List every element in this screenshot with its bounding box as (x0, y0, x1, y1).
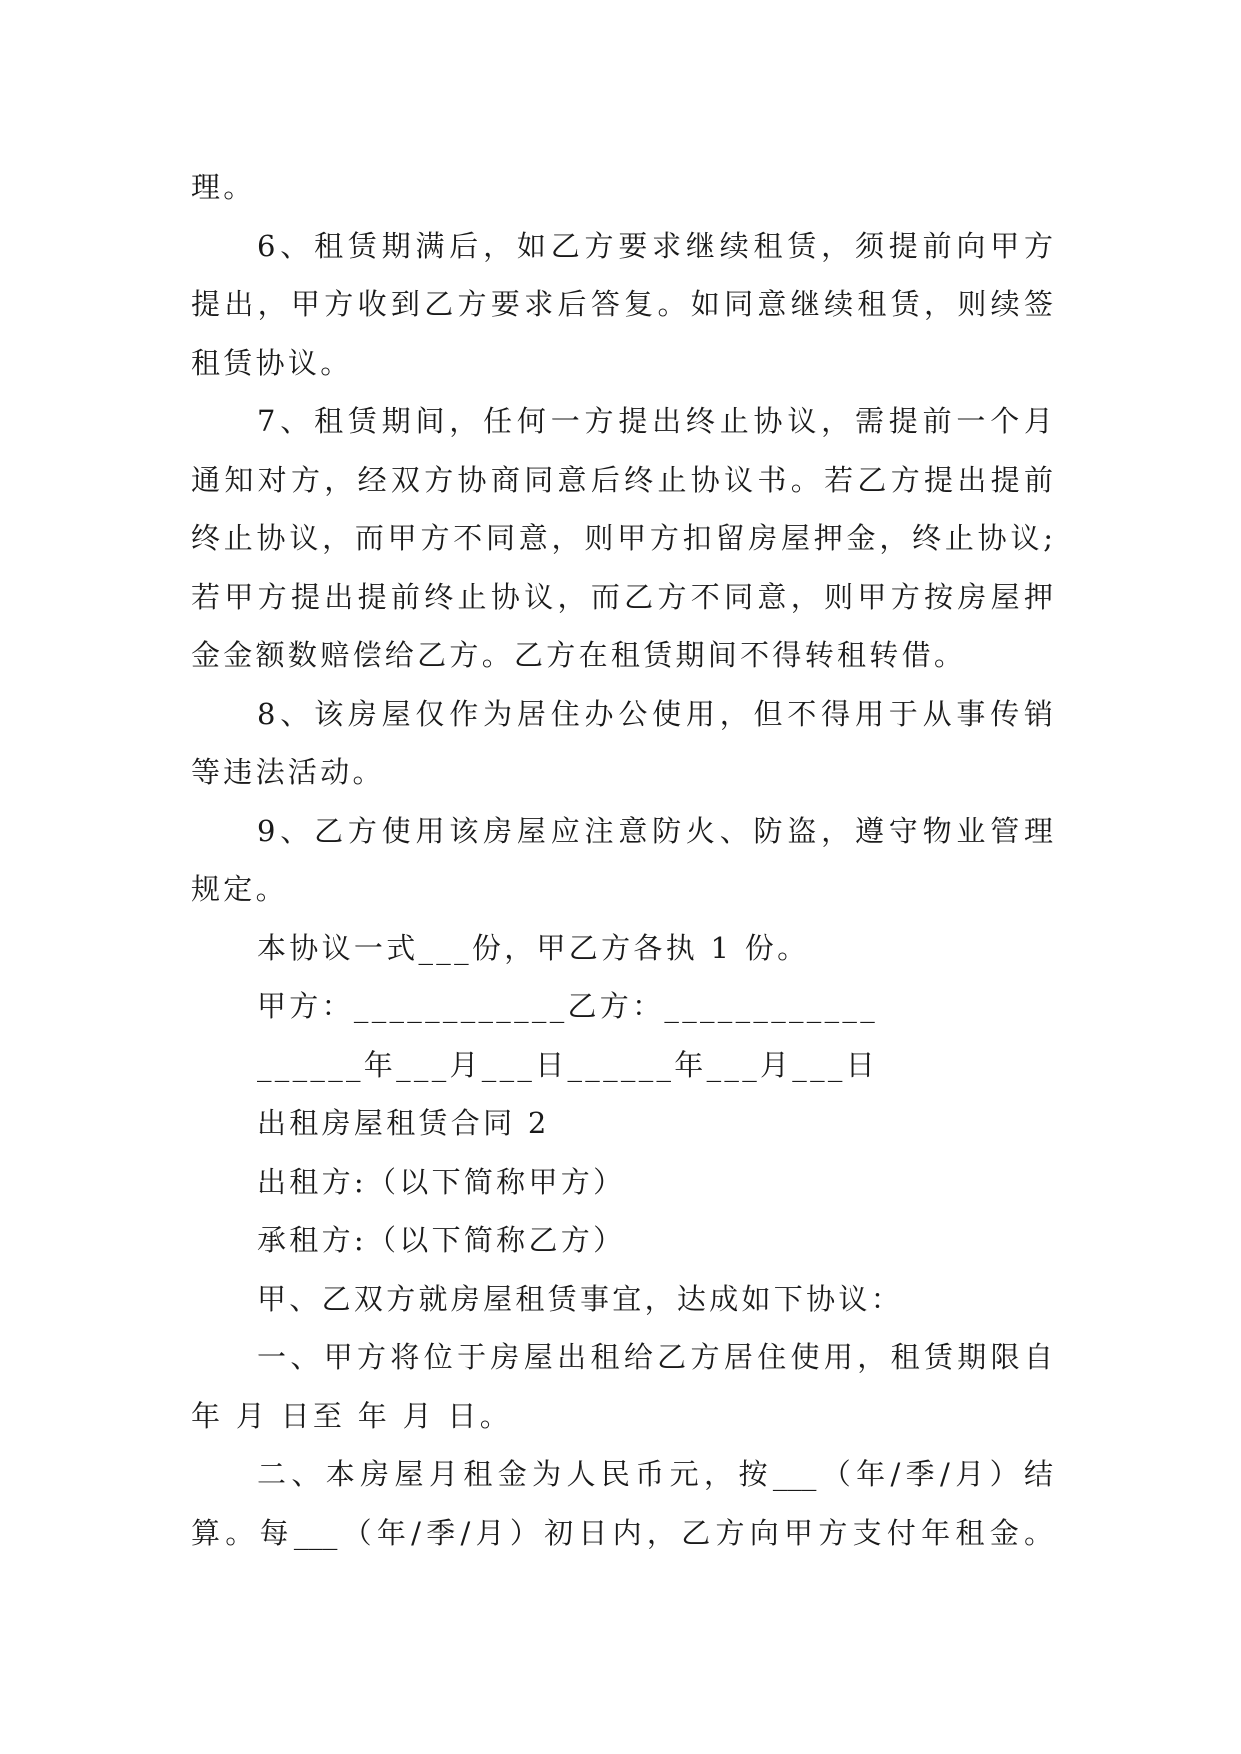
text-line: 6、租赁期满后，如乙方要求继续租赁，须提前向甲方 (257, 228, 1053, 263)
text-line: 提出，甲方收到乙方要求后答复。如同意继续租赁，则续签 (191, 287, 1053, 321)
text-line: 7、租赁期间，任何一方提出终止协议，需提前一个月 (257, 404, 1053, 438)
text-line: 等违法活动。 (191, 755, 385, 789)
text-line: 8、该房屋仅作为居住办公使用，但不得用于从事传销 (257, 696, 1053, 731)
date-line: ______年___月___日______年___月___日 (257, 1047, 878, 1082)
text-line: 终止协议，而甲方不同意，则甲方扣留房屋押金，终止协议; (191, 521, 1053, 555)
text-line: 若甲方提出提前终止协议，而乙方不同意，则甲方按房屋押 (191, 579, 1053, 614)
text-line: 本协议一式___份，甲乙方各执 1 份。 (257, 930, 810, 965)
text-line: 理。 (191, 170, 256, 204)
text-line: 年 月 日至 年 月 日。 (191, 1398, 512, 1433)
text-line: 租赁协议。 (191, 345, 353, 380)
text-line: 算。每___（年/季/月）初日内，乙方向甲方支付年租金。 (191, 1515, 1053, 1550)
text-line: 金金额数赔偿给乙方。乙方在租赁期间不得转租转借。 (191, 638, 967, 672)
text-line: 一、甲方将位于房屋出租给乙方居住使用，租赁期限自 (257, 1340, 1053, 1374)
document-page (191, 158, 1053, 1562)
text-line: 规定。 (191, 872, 288, 906)
lessee-line: 承租方:（以下简称乙方） (257, 1223, 626, 1257)
section-title: 出租房屋租赁合同 2 (257, 1106, 550, 1140)
signature-line: 甲方：____________乙方：____________ (257, 989, 878, 1023)
text-line: 二、本房屋月租金为人民币元，按___（年/季/月）结 (257, 1457, 1053, 1491)
lessor-line: 出租方:（以下简称甲方） (257, 1164, 626, 1199)
text-line: 甲、乙双方就房屋租赁事宜，达成如下协议： (257, 1281, 904, 1316)
text-line: 9、乙方使用该房屋应注意防火、防盗，遵守物业管理 (257, 813, 1053, 848)
text-line: 通知对方，经双方协商同意后终止协议书。若乙方提出提前 (191, 462, 1053, 497)
